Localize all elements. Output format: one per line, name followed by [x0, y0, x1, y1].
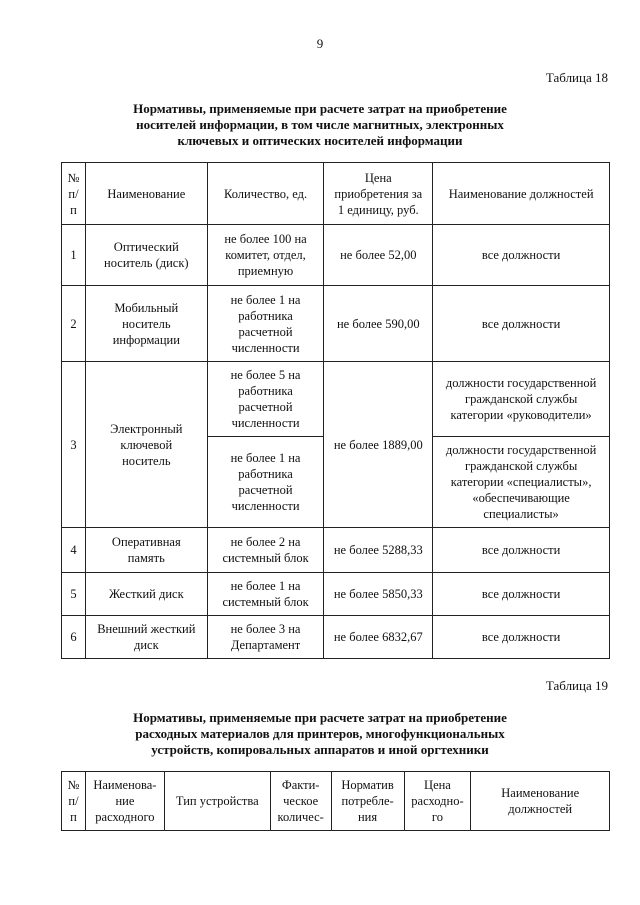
header-positions [471, 772, 610, 831]
cell-line: Электронный [110, 421, 183, 436]
cell-line: Жесткий диск [108, 587, 184, 601]
header-line: п/ [68, 794, 79, 808]
header-line: п/ [68, 186, 79, 201]
header-line: Норматив [341, 778, 394, 792]
cell-num: 1 [62, 225, 86, 286]
table-row [62, 573, 610, 616]
header-num [62, 772, 86, 831]
header-line: ние [115, 794, 135, 808]
cell-price: не более 5850,33 [324, 573, 433, 616]
table-19-title-line: расходных материалов для принтеров, многофункциональных [135, 726, 505, 741]
cell-line: работника [238, 384, 293, 398]
cell-num: 4 [62, 528, 86, 573]
cell-num: 3 [62, 362, 86, 528]
cell-line: Внешний жесткий [97, 622, 196, 636]
cell-line: «обеспечивающие [472, 491, 570, 505]
cell-num: 6 [62, 616, 86, 659]
cell-line: информации [112, 332, 180, 347]
table-row [62, 616, 610, 659]
table-18-label: Таблица 18 [545, 70, 608, 85]
cell-line: не более 5 на [230, 368, 301, 382]
cell-positions [433, 573, 610, 616]
header-name [85, 163, 207, 225]
cell-line: ключевой [120, 437, 173, 452]
cell-line: не более 2 на [230, 535, 301, 549]
cell-positions [433, 225, 610, 286]
cell-line: все должности [481, 630, 561, 644]
cell-line: работника [238, 467, 293, 481]
cell-price: не более 6832,67 [324, 616, 433, 659]
cell-line: работника [238, 308, 293, 323]
cell-line: специалисты» [483, 507, 559, 521]
cell-positions [433, 528, 610, 573]
table-18-title [60, 101, 580, 149]
cell-quantity [207, 286, 324, 362]
header-line: количес- [277, 810, 324, 824]
cell-line: носитель [122, 453, 171, 468]
cell-line: гражданской службы [464, 459, 578, 473]
cell-line: все должности [481, 248, 561, 262]
header-consumption-norm [331, 772, 404, 831]
header-line: Наименование [501, 786, 580, 800]
table-19-header-row [62, 772, 610, 831]
header-actual-quantity [270, 772, 331, 831]
header-line: Тип устройства [175, 794, 259, 808]
cell-line: Мобильный [114, 300, 179, 315]
cell-name [85, 616, 207, 659]
table-row [62, 528, 610, 573]
cell-line: расчетной [238, 483, 293, 497]
cell-quantity [207, 225, 324, 286]
table-19-title-line: Нормативы, применяемые при расчете затрат на приобретение [133, 710, 507, 725]
cell-line: численности [231, 340, 300, 355]
cell-line: численности [231, 499, 300, 513]
cell-line: должности государственной [445, 443, 597, 457]
table-row [62, 362, 610, 437]
header-line: Наименование [107, 186, 186, 201]
header-price [324, 163, 433, 225]
cell-price: не более 1889,00 [324, 362, 433, 528]
cell-line: не более 1 на [230, 292, 301, 307]
cell-line: должности государственной [445, 376, 597, 390]
cell-line: не более 1 на [230, 451, 301, 465]
cell-quantity [207, 437, 324, 528]
header-line: приобретения за [334, 186, 423, 201]
header-num [62, 163, 86, 225]
header-line: 1 единицу, руб. [337, 202, 419, 217]
cell-line: расчетной [238, 400, 293, 414]
cell-line: приемную [237, 264, 294, 278]
cell-quantity [207, 362, 324, 437]
cell-line: все должности [481, 316, 561, 331]
table-row [62, 286, 610, 362]
header-line: Факти- [281, 778, 320, 792]
cell-line: носитель (диск) [104, 256, 189, 270]
cell-line: системный блок [222, 551, 309, 565]
cell-num: 2 [62, 286, 86, 362]
header-line: расходного [95, 810, 155, 824]
cell-quantity [207, 528, 324, 573]
cell-line: все должности [481, 543, 561, 557]
header-line: потребле- [341, 794, 394, 808]
header-line: № [67, 778, 80, 792]
table-18-title-line: Нормативы, применяемые при расчете затрат на приобретение [133, 101, 507, 116]
cell-line: все должности [481, 587, 561, 601]
table-19-title [60, 710, 580, 758]
cell-quantity [207, 616, 324, 659]
header-device-type [164, 772, 270, 831]
table-18-title-line: ключевых и оптических носителей информации [177, 133, 463, 148]
table-18-title-line: носителей информации, в том числе магнитных, электронных [136, 117, 504, 132]
table-19-label: Таблица 19 [545, 678, 608, 693]
cell-price: не более 590,00 [324, 286, 433, 362]
header-line: п [70, 202, 77, 217]
cell-name [85, 573, 207, 616]
page-number: 9 [316, 36, 324, 51]
cell-line: не более 3 на [230, 622, 301, 636]
cell-line: диск [133, 638, 159, 652]
table-row [62, 225, 610, 286]
header-line: Цена [364, 170, 392, 185]
cell-line: численности [231, 416, 300, 430]
header-positions [433, 163, 610, 225]
cell-price: не более 5288,33 [324, 528, 433, 573]
header-line: Количество, ед. [224, 186, 308, 201]
cell-line: системный блок [222, 595, 309, 609]
header-line: расходно- [411, 794, 464, 808]
header-line: Цена [424, 778, 451, 792]
cell-line: гражданской службы [464, 392, 578, 406]
cell-positions [433, 362, 610, 437]
cell-line: носитель [122, 316, 171, 331]
table-19-title-line: устройств, копировальных аппаратов и иной оргтехники [151, 742, 489, 757]
header-line: № [67, 170, 80, 185]
header-consumable-price [404, 772, 471, 831]
cell-line: память [127, 551, 165, 565]
cell-price: не более 52,00 [324, 225, 433, 286]
table-18 [61, 162, 610, 659]
cell-positions [433, 616, 610, 659]
cell-quantity [207, 573, 324, 616]
cell-line: категории «руководители» [450, 408, 592, 422]
cell-line: комитет, отдел, [225, 248, 306, 262]
cell-positions [433, 286, 610, 362]
header-consumable-name [85, 772, 164, 831]
cell-line: Департамент [230, 638, 301, 652]
cell-name [85, 286, 207, 362]
header-quantity [207, 163, 324, 225]
cell-line: Оперативная [111, 535, 181, 549]
header-line: ческое [283, 794, 319, 808]
cell-line: Оптический [113, 240, 179, 254]
header-line: Наименова- [93, 778, 157, 792]
table-18-header-row [62, 163, 610, 225]
cell-name [85, 528, 207, 573]
cell-positions [433, 437, 610, 528]
table-19 [61, 771, 610, 831]
header-line: го [431, 810, 443, 824]
header-line: Наименование должностей [448, 186, 594, 201]
cell-name [85, 225, 207, 286]
cell-num: 5 [62, 573, 86, 616]
cell-line: категории «специалисты», [450, 475, 592, 489]
header-line: должностей [508, 802, 573, 816]
cell-line: расчетной [238, 324, 293, 339]
cell-line: не более 100 на [224, 232, 307, 246]
header-line: п [70, 810, 77, 824]
cell-name [85, 362, 207, 528]
cell-line: не более 1 на [230, 579, 301, 593]
header-line: ния [357, 810, 378, 824]
